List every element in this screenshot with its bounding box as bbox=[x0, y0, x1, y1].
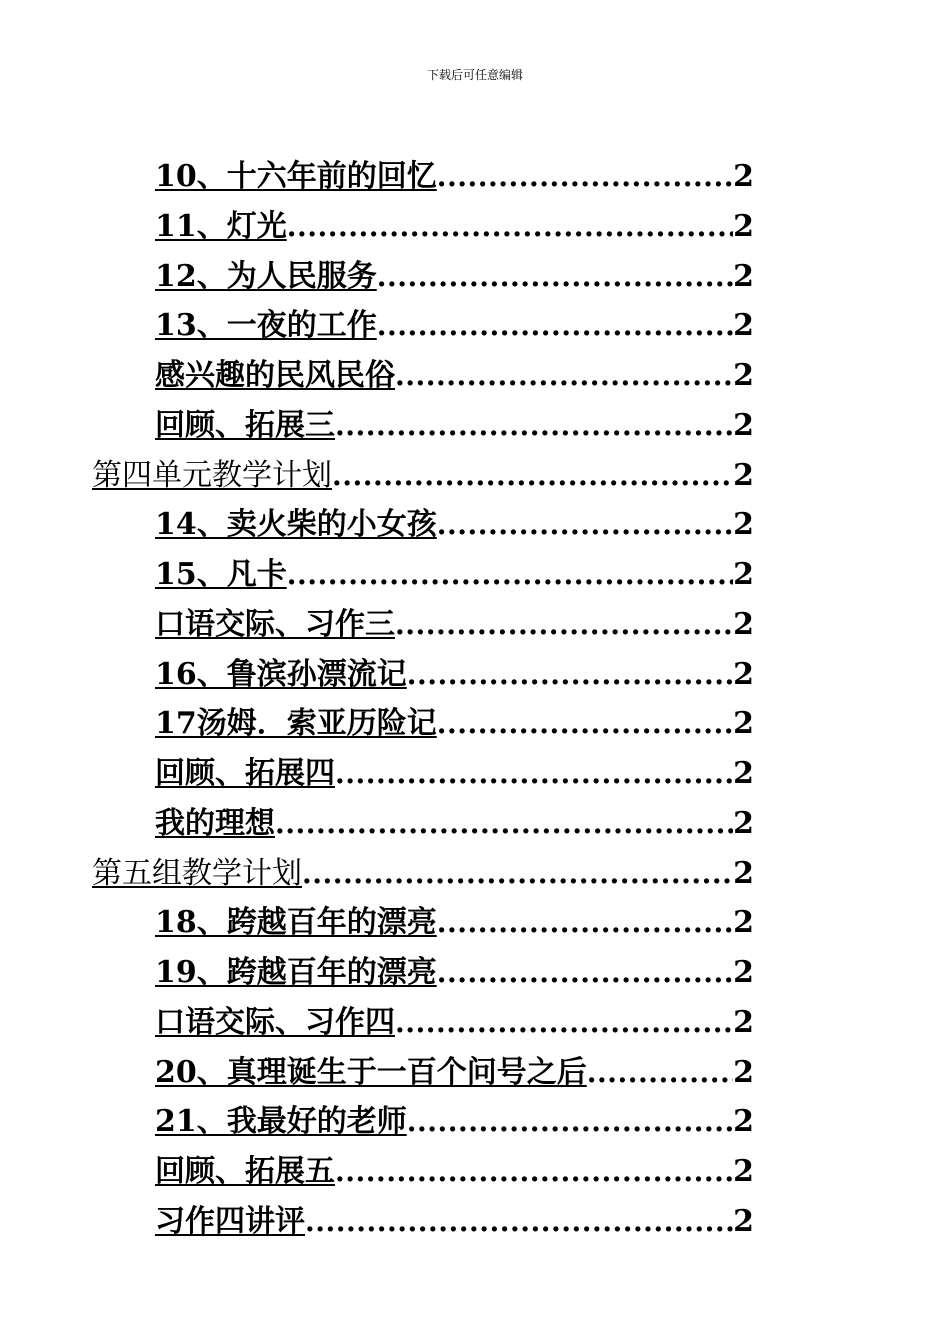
toc-entry-page: 2 bbox=[733, 507, 754, 543]
toc-entry[interactable] bbox=[0, 252, 950, 302]
toc-leader-dots bbox=[395, 608, 733, 642]
toc-leader-dots bbox=[302, 857, 733, 891]
toc-entry-title: 回顾、拓展五 bbox=[155, 1154, 335, 1189]
toc-entry-title: 口语交际、习作三 bbox=[155, 606, 395, 642]
toc-entry-title: 13、一夜的工作 bbox=[155, 308, 377, 344]
toc-entry[interactable] bbox=[0, 1048, 950, 1098]
toc-leader-dots bbox=[437, 906, 733, 940]
toc-entry[interactable] bbox=[0, 799, 950, 849]
toc-entry-title: 习作四讲评 bbox=[155, 1203, 305, 1239]
toc-entry-title: 20、真理诞生于一百个问号之后 bbox=[155, 1054, 587, 1090]
toc-entry-page: 2 bbox=[733, 557, 754, 592]
toc-entry-page: 2 bbox=[733, 756, 754, 791]
toc-leader-dots bbox=[377, 309, 733, 343]
toc-leader-dots bbox=[335, 1155, 733, 1189]
toc-section-entry[interactable] bbox=[0, 849, 950, 899]
toc-entry[interactable] bbox=[0, 898, 950, 948]
toc-entry-title: 口语交际、习作四 bbox=[155, 1004, 395, 1040]
toc-entry-page: 2 bbox=[733, 855, 754, 891]
toc-entry-page: 2 bbox=[733, 258, 754, 294]
toc-entry[interactable] bbox=[0, 650, 950, 700]
toc-leader-dots bbox=[437, 160, 733, 194]
toc-entry[interactable] bbox=[0, 600, 950, 650]
toc-leader-dots bbox=[437, 508, 733, 542]
toc-leader-dots bbox=[275, 807, 733, 841]
toc-leader-dots bbox=[587, 1056, 733, 1090]
toc-entry-page: 2 bbox=[733, 606, 754, 642]
toc-entry[interactable] bbox=[0, 1097, 950, 1147]
toc-entry-title: 11、灯光 bbox=[155, 208, 287, 244]
toc-entry-page: 2 bbox=[733, 1004, 754, 1040]
toc-entry-page: 2 bbox=[733, 407, 754, 443]
toc-section-title: 第五组教学计划 bbox=[92, 855, 302, 891]
toc-leader-dots bbox=[407, 1105, 733, 1139]
toc-entry-page: 2 bbox=[733, 706, 754, 742]
toc-entry-page: 2 bbox=[733, 358, 754, 393]
toc-leader-dots bbox=[377, 260, 733, 294]
toc-entry-title: 21、我最好的老师 bbox=[155, 1104, 407, 1140]
toc-leader-dots bbox=[407, 658, 733, 692]
toc-entry-page: 2 bbox=[733, 457, 754, 493]
toc-entry[interactable] bbox=[0, 202, 950, 252]
toc-leader-dots bbox=[332, 459, 733, 493]
toc-entry-title: 回顾、拓展三 bbox=[155, 407, 335, 443]
toc-entry[interactable] bbox=[0, 152, 950, 202]
toc-section-title: 第四单元教学计划 bbox=[92, 457, 332, 493]
toc-section-entry[interactable] bbox=[0, 451, 950, 501]
toc-entry[interactable] bbox=[0, 749, 950, 799]
toc-leader-dots bbox=[335, 757, 733, 791]
toc-entry-title: 17汤姆．索亚历险记 bbox=[155, 706, 437, 742]
table-of-contents bbox=[0, 152, 950, 1247]
toc-leader-dots bbox=[395, 1006, 733, 1040]
toc-leader-dots bbox=[437, 707, 733, 741]
toc-entry-title: 回顾、拓展四 bbox=[155, 756, 335, 791]
toc-leader-dots bbox=[287, 558, 733, 592]
toc-entry[interactable] bbox=[0, 1147, 950, 1197]
toc-entry-title: 14、卖火柴的小女孩 bbox=[155, 507, 437, 543]
toc-leader-dots bbox=[287, 210, 733, 244]
toc-entry-title: 15、凡卡 bbox=[155, 557, 287, 592]
toc-entry-title: 10、十六年前的回忆 bbox=[155, 159, 437, 194]
toc-entry[interactable] bbox=[0, 550, 950, 600]
toc-entry-title: 18、跨越百年的漂亮 bbox=[155, 905, 437, 941]
toc-entry-page: 2 bbox=[733, 656, 754, 692]
toc-entry-page: 2 bbox=[733, 805, 754, 841]
toc-entry-page: 2 bbox=[733, 1104, 754, 1140]
toc-entry-page: 2 bbox=[733, 159, 754, 194]
toc-entry-page: 2 bbox=[733, 1154, 754, 1189]
toc-entry-page: 2 bbox=[733, 905, 754, 941]
toc-entry[interactable] bbox=[0, 948, 950, 998]
toc-entry[interactable] bbox=[0, 699, 950, 749]
toc-entry-title: 感兴趣的民风民俗 bbox=[155, 358, 395, 393]
toc-entry-title: 19、跨越百年的漂亮 bbox=[155, 955, 437, 990]
toc-leader-dots bbox=[437, 956, 733, 990]
toc-leader-dots bbox=[305, 1205, 733, 1239]
toc-entry-title: 16、鲁滨孙漂流记 bbox=[155, 656, 407, 692]
toc-entry[interactable] bbox=[0, 351, 950, 401]
toc-entry-page: 2 bbox=[733, 955, 754, 990]
toc-entry-title: 12、为人民服务 bbox=[155, 258, 377, 294]
toc-entry[interactable] bbox=[0, 301, 950, 351]
toc-entry-page: 2 bbox=[733, 308, 754, 344]
toc-entry[interactable] bbox=[0, 500, 950, 550]
toc-entry[interactable] bbox=[0, 1197, 950, 1247]
toc-entry[interactable] bbox=[0, 998, 950, 1048]
toc-leader-dots bbox=[395, 359, 733, 393]
toc-entry[interactable] bbox=[0, 401, 950, 451]
toc-entry-page: 2 bbox=[733, 1203, 754, 1239]
toc-entry-page: 2 bbox=[733, 1054, 754, 1090]
toc-entry-title: 我的理想 bbox=[155, 805, 275, 841]
toc-entry-page: 2 bbox=[733, 208, 754, 244]
page-header: 下载后可任意编辑 bbox=[426, 68, 523, 82]
toc-leader-dots bbox=[335, 409, 733, 443]
